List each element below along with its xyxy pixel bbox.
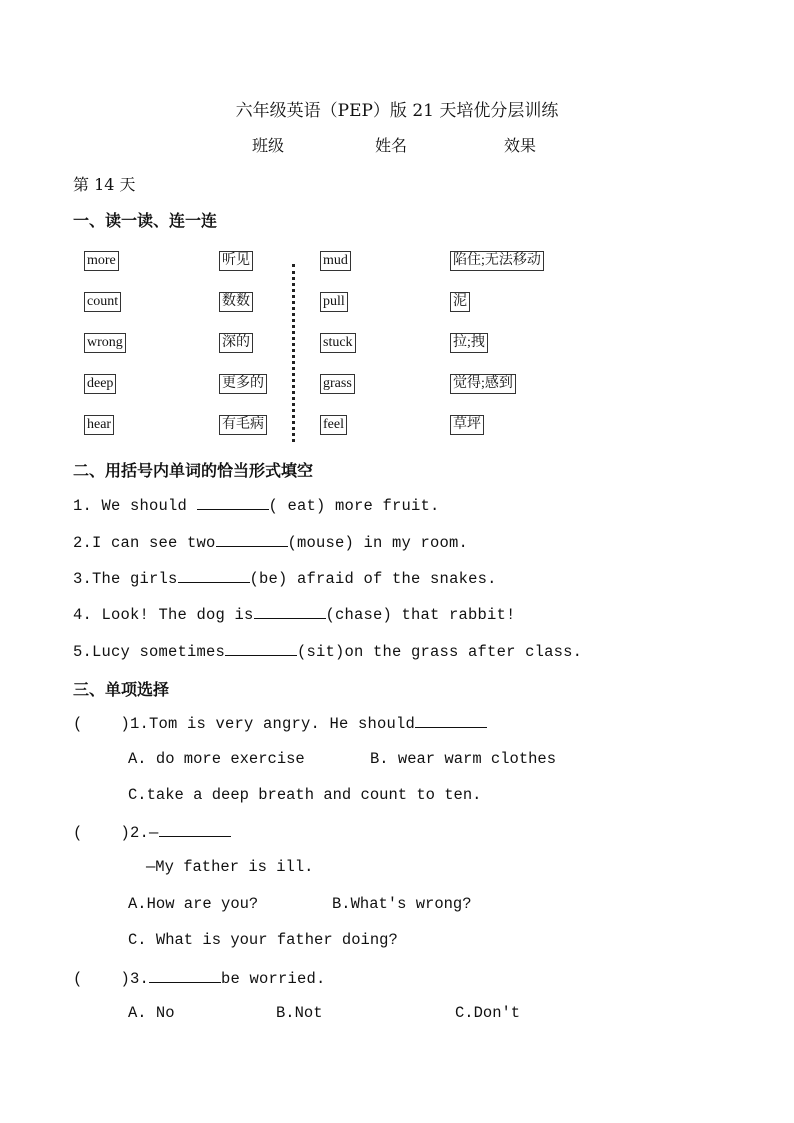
left-word: more [84,251,119,271]
answer-blank[interactable] [415,713,487,728]
section2-heading: 二、用括号内单词的恰当形式填空 [73,461,314,480]
q1-option-b: B. wear warm clothes [370,750,557,768]
right-meaning: 草坪 [450,415,484,435]
result-label: 效果 [504,136,537,155]
right-word: pull [320,292,348,312]
answer-blank[interactable] [225,641,297,656]
answer-blank[interactable] [254,604,326,619]
section1-heading: 一、读一读、连一连 [73,211,218,230]
right-meaning: 陷住;无法移动 [450,251,544,271]
fill-item: 3.The girls (be) afraid of the snakes. [73,570,497,588]
left-meaning: 深的 [219,333,253,353]
left-word: count [84,292,121,312]
question-3: ( )3. be worried. [73,970,326,988]
page-title: 六年级英语（PEP）版 21 天培优分层训练 [235,101,559,121]
q1-option-c: C.take a deep breath and count to ten. [128,786,482,804]
right-meaning: 拉;拽 [450,333,488,353]
q2-option-c: C. What is your father doing? [128,931,398,949]
right-word: stuck [320,333,356,353]
right-meaning: 觉得;感到 [450,374,516,394]
left-word: deep [84,374,116,394]
left-meaning: 有毛病 [219,415,267,435]
q2-option-b: B.What's wrong? [332,895,472,913]
left-word: hear [84,415,114,435]
left-meaning: 数数 [219,292,253,312]
fill-item: 2.I can see two (mouse) in my room. [73,534,469,552]
right-meaning: 泥 [450,292,470,312]
answer-paren[interactable]: ( ) [73,715,131,733]
question-1: ( )1.Tom is very angry. He should [73,713,487,733]
answer-blank[interactable] [178,568,250,583]
answer-paren[interactable]: ( ) [73,824,131,842]
fill-item: 4. Look! The dog is (chase) that rabbit! [73,606,516,624]
q2-option-a: A.How are you? [128,895,259,913]
class-label: 班级 [252,136,285,155]
right-word: mud [320,251,351,271]
q1-option-a: A. do more exercise [128,750,305,768]
right-word: feel [320,415,347,435]
fill-item: 1. We should ( eat) more fruit. [73,497,440,515]
q3-option-c: C.Don't [455,1004,521,1022]
answer-blank[interactable] [149,968,221,983]
answer-blank[interactable] [159,822,231,837]
left-meaning: 听见 [219,251,253,271]
answer-paren[interactable]: ( ) [73,970,131,988]
section3-heading: 三、单项选择 [73,680,170,699]
name-label: 姓名 [375,136,408,155]
right-word: grass [320,374,355,394]
answer-blank[interactable] [216,532,288,547]
fill-item: 5.Lucy sometimes (sit)on the grass after class. [73,643,583,661]
divider-dotted-line [292,264,299,442]
left-word: wrong [84,333,126,353]
day-label: 第 14 天 [73,175,136,194]
answer-blank[interactable] [197,495,269,510]
q3-option-b: B.Not [276,1004,323,1022]
left-meaning: 更多的 [219,374,267,394]
q3-option-a: A. No [128,1004,175,1022]
q2-reply: —My father is ill. [146,858,314,876]
question-2: ( )2.— [73,822,231,842]
